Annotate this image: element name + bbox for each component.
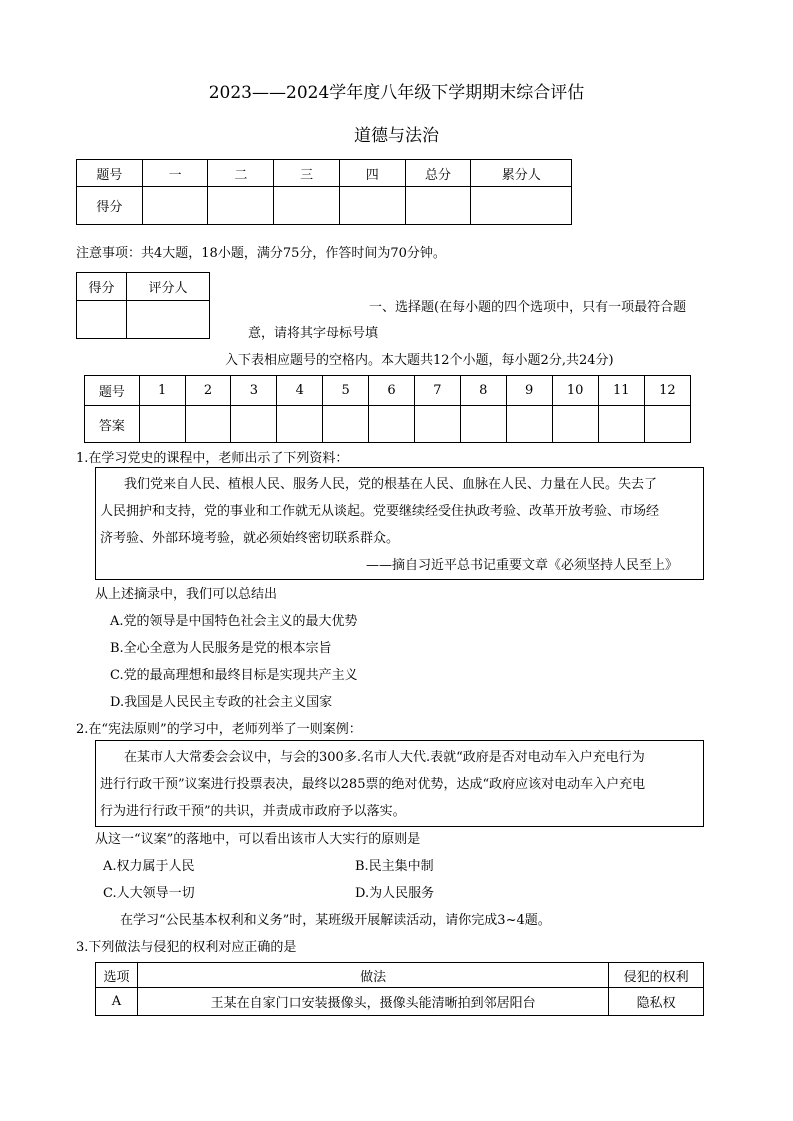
q3-header-option: 选项 xyxy=(96,963,138,988)
q2-question: 从这一“议案”的落地中，可以看出该市人大实行的原则是 xyxy=(95,832,421,847)
answer-num: 9 xyxy=(506,376,552,406)
q3-row-practice: 王某在自家门口安装摄像头，摄像头能清晰拍到邻居阳台 xyxy=(137,988,608,1016)
score-header-cell: 二 xyxy=(208,160,274,187)
q2-option-d[interactable]: D.为人民服务 xyxy=(355,886,435,901)
score-table xyxy=(76,159,572,225)
q1-option-c[interactable]: C.党的最高理想和最终目标是实现共产主义 xyxy=(110,668,358,683)
grader-name-cell[interactable] xyxy=(126,301,209,339)
answer-cell[interactable] xyxy=(460,406,506,443)
score-cell[interactable] xyxy=(471,187,572,225)
answer-num-label: 题号 xyxy=(85,376,140,406)
answer-table xyxy=(84,375,691,443)
q1-option-a[interactable]: A.党的领导是中国特色社会主义的最大优势 xyxy=(110,614,358,629)
answer-cell[interactable] xyxy=(414,406,460,443)
subject-title: 道德与法治 xyxy=(354,126,439,146)
grader-score-cell[interactable] xyxy=(77,301,127,339)
exam-title: 2023——2024学年度八年级下学期期末综合评估 xyxy=(208,83,585,103)
q3-table xyxy=(95,962,704,1016)
section1-line2: 意，请将其字母标号填 xyxy=(248,326,379,341)
answer-cell[interactable] xyxy=(323,406,369,443)
answer-num: 3 xyxy=(231,376,277,406)
q1-stem: 1.在学习党史的课程中，老师出示了下列资料： xyxy=(76,451,349,466)
notice: 注意事项：共4大题，18小题，满分75分，作答时间为70分钟。 xyxy=(76,246,446,261)
score-header-cell: 总分 xyxy=(405,160,471,187)
answer-cell[interactable] xyxy=(369,406,415,443)
section1-line3: 入下表相应题号的空格内。本大题共12个小题，每小题2分,共24分) xyxy=(225,353,614,368)
score-header-cell: 四 xyxy=(339,160,405,187)
answer-num: 4 xyxy=(277,376,323,406)
score-row-label: 得分 xyxy=(77,187,143,225)
answer-num: 10 xyxy=(552,376,598,406)
grader-name-label: 评分人 xyxy=(126,273,209,301)
answer-cell[interactable] xyxy=(139,406,185,443)
score-header-cell: 题号 xyxy=(77,160,143,187)
answer-num: 12 xyxy=(644,376,690,406)
score-cell[interactable] xyxy=(208,187,274,225)
q3-row-right: 隐私权 xyxy=(609,988,704,1016)
answer-cell[interactable] xyxy=(231,406,277,443)
answer-num: 2 xyxy=(185,376,231,406)
q2-option-c[interactable]: C.人大领导一切 xyxy=(103,886,195,901)
answer-num: 8 xyxy=(460,376,506,406)
answer-num: 5 xyxy=(323,376,369,406)
answer-cell[interactable] xyxy=(506,406,552,443)
answer-cell[interactable] xyxy=(644,406,690,443)
q1-material-line: 济考验、外部环境考验，就必须始终密切联系群众。 xyxy=(100,531,400,546)
answer-ans-label: 答案 xyxy=(85,406,140,443)
q1-source: ——摘自习近平总书记重要文章《必须坚持人民至上》 xyxy=(366,558,679,573)
answer-cell[interactable] xyxy=(598,406,644,443)
q1-material-line: 人民拥护和支持，党的事业和工作就无从谈起。党要继续经受住执政考验、改革开放考验、市场经 xyxy=(100,504,660,519)
grader-table xyxy=(76,272,210,339)
q2-material-box xyxy=(95,740,704,827)
q1-question: 从上述摘录中，我们可以总结出 xyxy=(95,587,278,602)
q3-row-option[interactable]: A xyxy=(96,988,138,1016)
q2-option-b[interactable]: B.民主集中制 xyxy=(355,859,434,874)
score-header-cell: 一 xyxy=(142,160,208,187)
score-cell[interactable] xyxy=(274,187,340,225)
score-header-cell: 三 xyxy=(274,160,340,187)
q1-option-d[interactable]: D.我国是人民民主专政的社会主义国家 xyxy=(110,695,333,710)
q2-option-a[interactable]: A.权力属于人民 xyxy=(103,859,195,874)
q3-stem: 3.下列做法与侵犯的权利对应正确的是 xyxy=(76,940,297,955)
score-header-cell: 累分人 xyxy=(471,160,572,187)
answer-num: 1 xyxy=(139,376,185,406)
answer-num: 6 xyxy=(369,376,415,406)
score-cell[interactable] xyxy=(339,187,405,225)
q1-option-b[interactable]: B.全心全意为人民服务是党的根本宗旨 xyxy=(110,641,332,656)
q3-header-right: 侵犯的权利 xyxy=(609,963,704,988)
q1-material-line: 我们党来自人民、植根人民、服务人民，党的根基在人民、血脉在人民、力量在人民。失去了 xyxy=(124,477,658,492)
q2-material-line: 在某市人大常委会会议中，与会的300多.名市人大代.表就“政府是否对电动车入户充电行为 xyxy=(124,750,645,765)
q2-material-line: 进行行政干预”议案进行投票表决，最终以285票的绝对优势，达成“政府应该对电动车入户充电 xyxy=(100,777,646,792)
answer-num: 11 xyxy=(598,376,644,406)
answer-cell[interactable] xyxy=(277,406,323,443)
answer-cell[interactable] xyxy=(185,406,231,443)
intro-q3-q4: 在学习“公民基本权利和义务”时，某班级开展解读活动，请你完成3~4题。 xyxy=(120,913,551,928)
grader-score-label: 得分 xyxy=(77,273,127,301)
answer-num: 7 xyxy=(414,376,460,406)
q3-header-practice: 做法 xyxy=(137,963,608,988)
score-cell[interactable] xyxy=(405,187,471,225)
q2-stem: 2.在“宪法原则”的学习中，老师列举了一则案例： xyxy=(76,722,362,737)
answer-cell[interactable] xyxy=(552,406,598,443)
q1-material-box xyxy=(95,467,704,580)
q2-material-line: 行为进行行政干预”的共识，并责成市政府予以落实。 xyxy=(100,804,406,819)
score-cell[interactable] xyxy=(142,187,208,225)
section1-line1: 一、选择题(在每小题的四个选项中，只有一项最符合题 xyxy=(369,300,687,315)
